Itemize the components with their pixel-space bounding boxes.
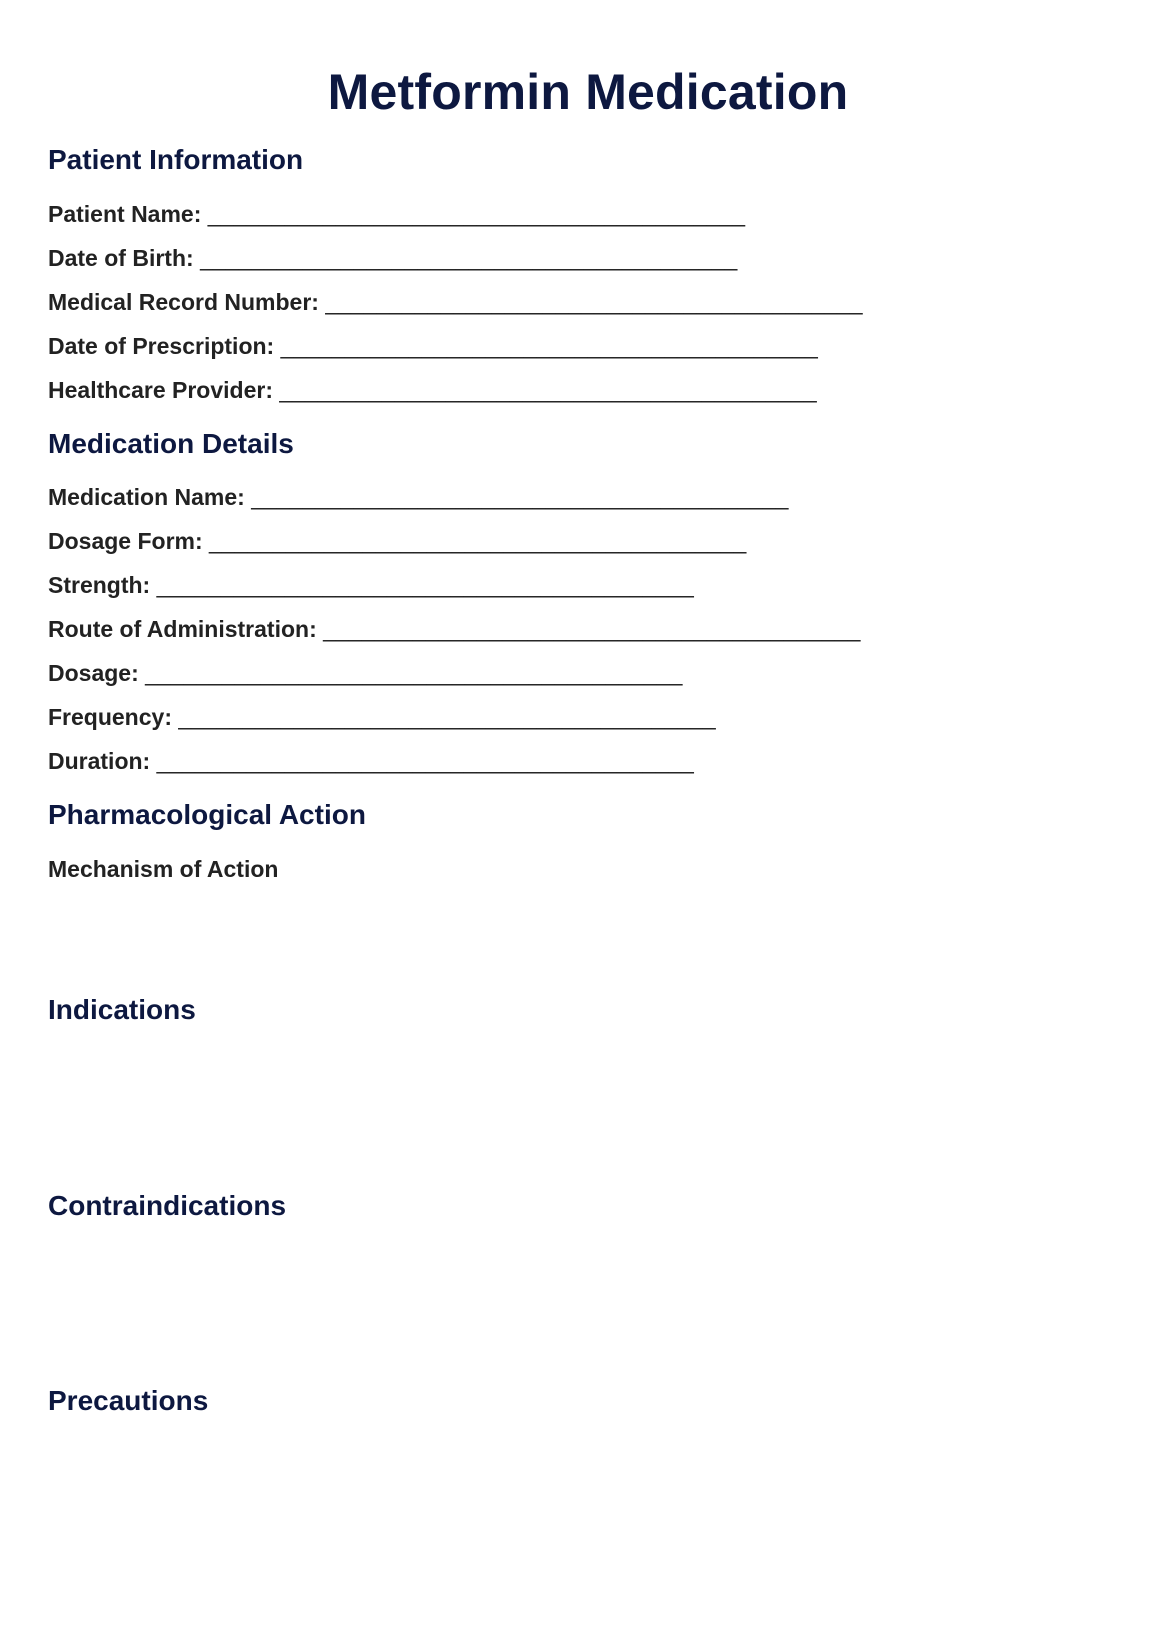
field-blank-line[interactable]: __________________________________________ [280,333,818,359]
field-blank-line[interactable]: __________________________________________ [279,377,817,403]
field-label: Healthcare Provider: [48,377,273,403]
field-label: Date of Prescription: [48,333,275,359]
section-heading-precautions: Precautions [48,1385,209,1416]
field-label: Dosage Form: [48,528,203,554]
field-label: Frequency: [48,704,172,730]
field-blank-line[interactable]: __________________________________________ [323,616,861,642]
field-frequency[interactable] [48,702,716,732]
field-label: Strength: [48,572,151,598]
field-label: Medication Name: [48,484,245,510]
field-label: Medical Record Number: [48,289,319,315]
field-date-of-prescription[interactable] [48,331,818,361]
section-heading-patient-information: Patient Information [48,144,304,175]
section-heading-medication-details: Medication Details [48,428,294,459]
field-blank-line[interactable]: __________________________________________ [251,484,789,510]
field-label: Route of Administration: [48,616,317,642]
field-medication-name[interactable] [48,482,788,512]
field-date-of-birth[interactable] [48,243,737,273]
section-heading-indications: Indications [48,994,196,1025]
field-dosage-form[interactable] [48,526,746,556]
field-blank-line[interactable]: __________________________________________ [156,748,694,774]
field-duration[interactable] [48,746,694,776]
section-heading-pharmacological-action: Pharmacological Action [48,799,366,830]
section-heading-contraindications: Contraindications [48,1190,287,1221]
field-label: Patient Name: [48,201,202,227]
field-label: Duration: [48,748,151,774]
field-route-of-administration[interactable] [48,614,860,644]
field-medical-record-number[interactable] [48,287,863,317]
document-title: Metformin Medication [327,64,849,120]
field-blank-line[interactable]: __________________________________________ [156,572,694,598]
field-blank-line[interactable]: __________________________________________ [200,245,738,271]
field-label: Dosage: [48,660,139,686]
field-blank-line[interactable]: __________________________________________ [209,528,747,554]
field-blank-line[interactable]: __________________________________________ [325,289,863,315]
field-dosage[interactable] [48,658,682,688]
field-patient-name[interactable] [48,199,745,229]
subheading-mechanism-of-action: Mechanism of Action [48,856,279,882]
field-label: Date of Birth: [48,245,194,271]
field-blank-line[interactable]: __________________________________________ [145,660,683,686]
field-strength[interactable] [48,570,694,600]
field-blank-line[interactable]: __________________________________________ [178,704,716,730]
field-healthcare-provider[interactable] [48,375,817,405]
field-blank-line[interactable]: __________________________________________ [207,201,746,227]
